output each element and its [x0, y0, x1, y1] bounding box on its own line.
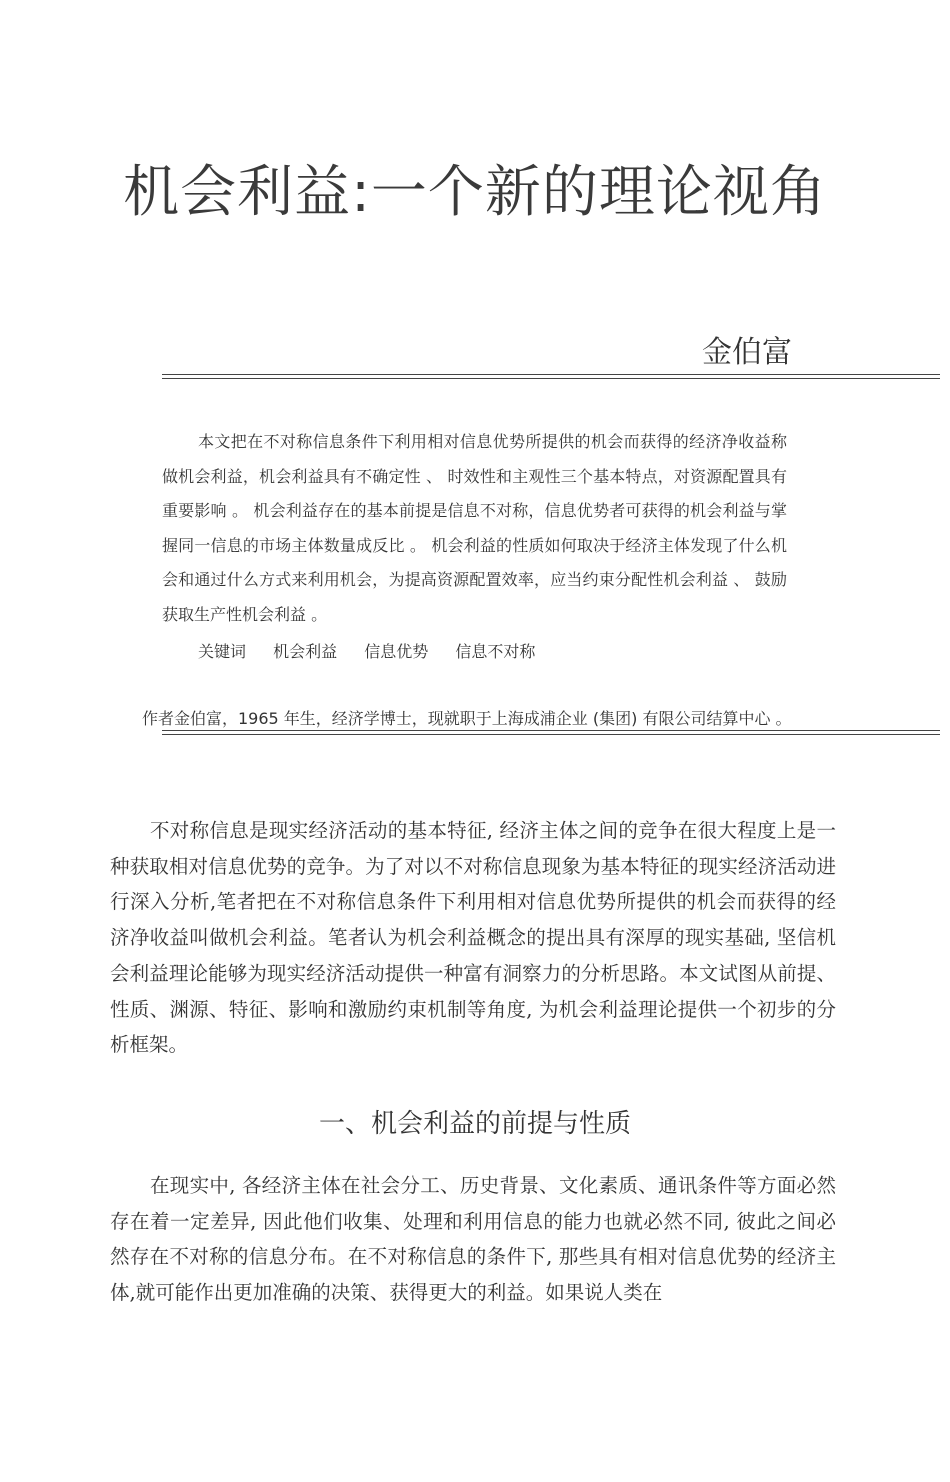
- section-paragraph: 在现实中, 各经济主体在社会分工、历史背景、文化素质、通讯条件等方面必然存在着一定差异, 因此他们收集、处理和利用信息的能力也就必然不同, 彼此之间必然存在不对称的信息分布。在不对称信息的条件下, 那些具有相对信息优势的经济主体,就可能作出更加准确的决策、获得更大的利益。如果说人类在: [110, 1174, 836, 1305]
- divider-top-1: [162, 374, 940, 375]
- section-heading: 一、机会利益的前提与性质: [318, 1109, 631, 1139]
- keyword-item: 信息不对称: [455, 642, 536, 661]
- keywords: [198, 637, 557, 667]
- page-title: 机会利益:一个新的理论视角: [123, 160, 827, 225]
- divider-top-2: [162, 378, 940, 379]
- author-name: 金伯富: [702, 335, 792, 370]
- keyword-item: 机会利益: [273, 642, 338, 661]
- keywords-label: 关键词: [198, 642, 247, 661]
- divider-bottom-2: [162, 734, 940, 735]
- keyword-item: 信息优势: [364, 642, 429, 661]
- divider-bottom-1: [162, 730, 940, 731]
- abstract: 本文把在不对称信息条件下利用相对信息优势所提供的机会而获得的经济净收益称做机会利益，机会利益具有不确定性 、 时效性和主观性三个基本特点，对资源配置具有重要影响 。 机会利益存在的基本前提是信息不对称，信息优势者可获得的机会利益与掌握同一信息的市场主体数量成反比 。 机会利益的性质如何取决于经济主体发现了什么机会和通过什么方式来利用机会，为提高资源配置效率，应当约束分配性机会利益 、 鼓励获取生产性机会利益 。: [162, 432, 787, 624]
- intro-paragraph: 不对称信息是现实经济活动的基本特征, 经济主体之间的竞争在很大程度上是一种获取相对信息优势的竞争。为了对以不对称信息现象为基本特征的现实经济活动进行深入分析,笔者把在不对称信息条件下利用相对信息优势所提供的机会而获得的经济净收益叫做机会利益。笔者认为机会利益概念的提出具有深厚的现实基础, 坚信机会利益理论能够为现实经济活动提供一种富有洞察力的分析思路。本文试图从前提、性质、渊源、特征、影响和激励约束机制等角度, 为机会利益理论提供一个初步的分析框架。: [110, 819, 836, 1057]
- author-info: 作者金伯富，1965 年生，经济学博士，现就职于上海成浦企业 (集团) 有限公司结算中心 。: [142, 709, 792, 728]
